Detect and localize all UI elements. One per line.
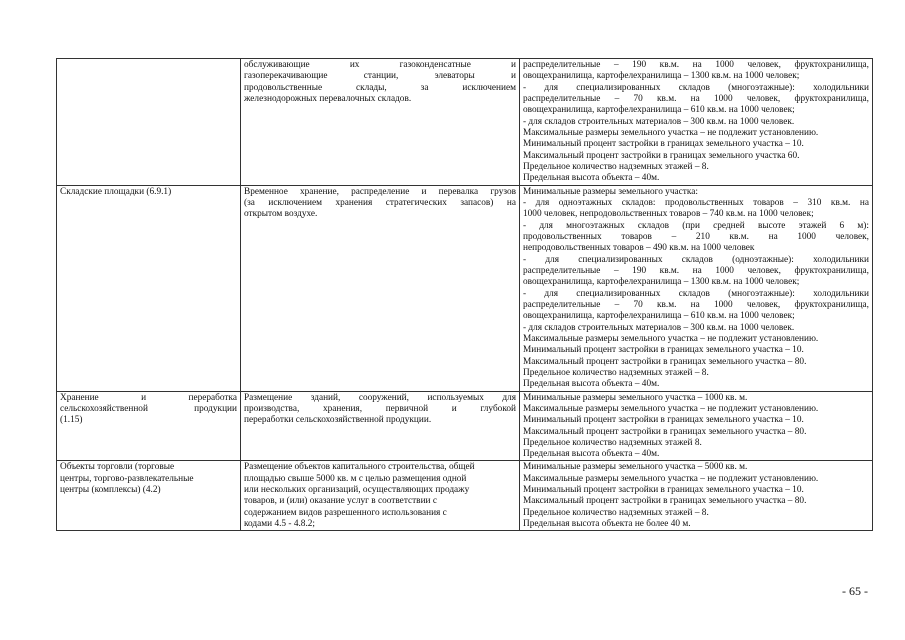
parameter-line: распределительные – 190 кв.м. на 1000 человек, фруктохранилища, — [523, 265, 869, 276]
use-type-cell — [57, 185, 241, 391]
zoning-table — [56, 58, 873, 531]
description-line: (за исключением хранения стратегических запасов) на — [244, 197, 516, 208]
description-line: или нескольких организаций, осуществляющих продажу — [244, 485, 470, 496]
use-type-cell — [57, 391, 241, 461]
parameter-line: Максимальные размеры земельного участка – не подлежит установлению. — [523, 403, 819, 414]
parameter-line: распределительные – 70 кв.м. на 1000 человек, фруктохранилища, — [523, 93, 869, 104]
table-row — [57, 391, 873, 461]
parameter-line: продовольственных товаров – 210 кв.м. на 1000 человек, — [523, 231, 869, 242]
parameter-line: Предельная высота объекта – 40м. — [523, 449, 660, 460]
parameter-line: распределительные – 70 кв.м. на 1000 человек, фруктохранилища, — [523, 299, 869, 310]
parameter-line: овощехранилища, картофелехранилища – 610 кв.м. на 1000 человек; — [523, 311, 795, 322]
parameter-line: - для складов строительных материалов – 300 кв.м. на 1000 человек. — [523, 322, 795, 333]
use-type-line: Складские площадки (6.9.1) — [60, 186, 172, 197]
table-row — [57, 59, 873, 186]
parameter-line: Предельное количество надземных этажей – 8. — [523, 367, 709, 378]
parameter-line: Предельная высота объекта не более 40 м. — [523, 519, 691, 530]
table-row — [57, 185, 873, 391]
parameter-line: - для специализированных складов (многоэтажные): холодильники — [523, 82, 869, 93]
parameter-line: Максимальный процент застройки в границах земельного участка – 80. — [523, 426, 807, 437]
parameter-line: Минимальные размеры земельного участка – 1000 кв. м. — [523, 392, 748, 403]
use-type-line: (1.15) — [60, 415, 83, 426]
parameter-line: Максимальные размеры земельного участка – не подлежит установлению. — [523, 127, 819, 138]
parameter-line: Предельное количество надземных этажей – 8. — [523, 507, 709, 518]
parameters-cell — [520, 59, 873, 186]
description-line: кодами 4.5 - 4.8.2; — [244, 519, 316, 530]
parameter-line: овощехранилища, картофелехранилища – 610 кв.м. на 1000 человек; — [523, 105, 795, 116]
description-line: площадью свыше 5000 кв. м с целью размещения одной — [244, 473, 467, 484]
description-line: Размещение объектов капитального строительства, общей — [244, 462, 475, 473]
parameter-line: Максимальный процент застройки в границах земельного участка – 80. — [523, 356, 807, 367]
parameter-line: Максимальный процент застройки в границах земельного участка – 80. — [523, 496, 807, 507]
table-row — [57, 461, 873, 531]
use-description-cell — [241, 59, 520, 186]
parameters-cell — [520, 185, 873, 391]
use-type-line: центры (комплексы) (4.2) — [60, 485, 161, 496]
use-description-cell — [241, 461, 520, 531]
parameter-line: Максимальные размеры земельного участка – не подлежит установлению. — [523, 333, 819, 344]
parameter-line: Предельное количество надземных этажей – 8. — [523, 161, 709, 172]
parameter-line: - для одноэтажных складов: продовольственных товаров – 310 кв.м. на — [523, 197, 869, 208]
parameter-line: Предельное количество надземных этажей 8. — [523, 437, 702, 448]
parameter-line: Предельная высота объекта – 40м. — [523, 173, 660, 184]
parameter-line: Предельная высота объекта – 40м. — [523, 379, 660, 390]
parameter-line: овощехранилища, картофелехранилища – 1300 кв.м. на 1000 человек; — [523, 277, 800, 288]
description-line: Временное хранение, распределение и перевалка грузов — [244, 186, 516, 197]
parameter-line: - для специализированных складов (одноэтажные): холодильники — [523, 254, 869, 265]
description-line: газоперекачивающие станции, элеваторы и — [244, 71, 516, 82]
parameter-line: 1000 человек, непродовольственных товаров – 740 кв.м. на 1000 человек; — [523, 209, 814, 220]
parameter-line: Минимальные размеры земельного участка: — [523, 186, 698, 197]
parameter-line: Минимальный процент застройки в границах земельного участка – 10. — [523, 139, 804, 150]
parameters-cell — [520, 461, 873, 531]
description-line: железнодорожных перевалочных складов. — [244, 93, 412, 104]
parameter-line: - для специализированных складов (многоэтажные): холодильники — [523, 288, 869, 299]
parameter-line: Максимальные размеры земельного участка – не подлежит установлению. — [523, 473, 819, 484]
description-line: продовольственные склады, за исключением — [244, 82, 516, 93]
description-line: обслуживающие их газоконденсатные и — [244, 60, 516, 70]
parameters-cell — [520, 391, 873, 461]
use-type-line: сельскохозяйственной продукции — [60, 403, 237, 414]
use-type-cell — [57, 461, 241, 531]
parameter-line: Минимальный процент застройки в границах земельного участка – 10. — [523, 345, 804, 356]
description-line: содержанием видов разрешенного использования с — [244, 507, 447, 518]
use-type-line: Хранение и переработка — [60, 392, 237, 403]
use-type-line: центры, торгово-развлекательные — [60, 473, 194, 484]
parameter-line: - для складов строительных материалов – 300 кв.м. на 1000 человек. — [523, 116, 795, 127]
parameter-line: Максимальный процент застройки в границах земельного участка 60. — [523, 150, 800, 161]
use-type-line: Объекты торговли (торговые — [60, 462, 175, 473]
parameter-line: овощехранилища, картофелехранилища – 1300 кв.м. на 1000 человек; — [523, 71, 800, 82]
use-type-cell — [57, 59, 241, 186]
description-line: Размещение зданий, сооружений, используемых для — [244, 392, 516, 403]
description-line: открытом воздухе. — [244, 209, 318, 220]
zoning-table-body — [57, 59, 873, 531]
description-line: переработки сельскохозяйственной продукции. — [244, 415, 432, 426]
parameter-line: непродовольственных товаров – 490 кв.м. на 1000 человек — [523, 243, 755, 254]
description-line: товаров, и (или) оказание услуг в соответствии с — [244, 496, 437, 507]
parameter-line: Минимальный процент застройки в границах земельного участка – 10. — [523, 485, 804, 496]
use-description-cell — [241, 391, 520, 461]
parameter-line: - для многоэтажных складов (при средней высоте этажей 6 м): — [523, 220, 869, 231]
description-line: производства, хранения, первичной и глубокой — [244, 403, 516, 414]
parameter-line: Минимальный процент застройки в границах земельного участка – 10. — [523, 415, 804, 426]
use-description-cell — [241, 185, 520, 391]
parameter-line: распределительные – 190 кв.м. на 1000 человек, фруктохранилища, — [523, 60, 869, 70]
page-number: - 65 - — [842, 584, 868, 598]
parameter-line: Минимальные размеры земельного участка – 5000 кв. м. — [523, 462, 748, 473]
